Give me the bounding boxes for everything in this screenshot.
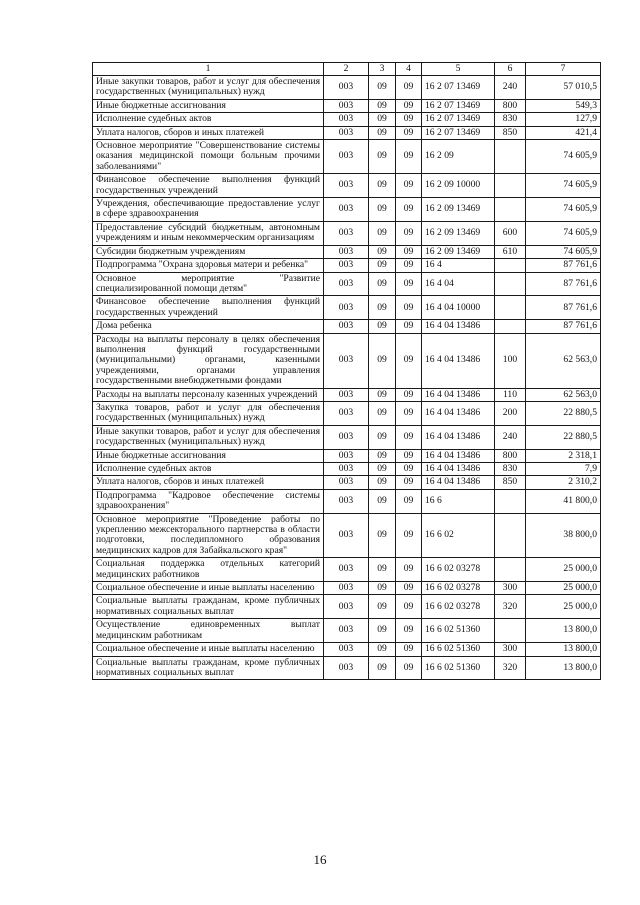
row-pr-cell: 09 bbox=[396, 425, 422, 449]
table-row bbox=[93, 221, 601, 245]
row-name-cell: Основное мероприятие "Развитие специализированной помощи детям" bbox=[93, 272, 324, 296]
row-pr-cell: 09 bbox=[396, 113, 422, 126]
row-vr-cell: 850 bbox=[495, 126, 526, 139]
row-vr-cell: 240 bbox=[495, 76, 526, 100]
row-rz-cell: 09 bbox=[369, 259, 396, 272]
row-ved-cell: 003 bbox=[324, 245, 369, 258]
budget-table bbox=[92, 62, 601, 680]
row-csr-cell: 16 2 07 13469 bbox=[422, 113, 495, 126]
row-ved-cell: 003 bbox=[324, 174, 369, 198]
row-ved-cell: 003 bbox=[324, 463, 369, 476]
row-name-cell: Дома ребенка bbox=[93, 320, 324, 333]
row-vr-cell: 850 bbox=[495, 476, 526, 489]
row-ved-cell: 003 bbox=[324, 619, 369, 643]
row-sum-cell: 74 605,9 bbox=[526, 174, 601, 198]
row-csr-cell: 16 4 04 13486 bbox=[422, 425, 495, 449]
row-ved-cell: 003 bbox=[324, 113, 369, 126]
row-vr-cell bbox=[495, 272, 526, 296]
row-name-cell: Социальные выплаты гражданам, кроме публичных нормативных социальных выплат bbox=[93, 595, 324, 619]
table-row bbox=[93, 401, 601, 425]
row-rz-cell: 09 bbox=[369, 595, 396, 619]
row-pr-cell: 09 bbox=[396, 463, 422, 476]
row-csr-cell: 16 2 07 13469 bbox=[422, 76, 495, 100]
row-vr-cell: 600 bbox=[495, 221, 526, 245]
row-pr-cell: 09 bbox=[396, 388, 422, 401]
table-body bbox=[93, 76, 601, 680]
row-ved-cell: 003 bbox=[324, 595, 369, 619]
row-name-cell: Основное мероприятие "Совершенствование системы оказания медицинской помощи больным прочими заболеваниями" bbox=[93, 140, 324, 174]
row-name-cell: Подпрограмма "Охрана здоровья матери и ребенка" bbox=[93, 259, 324, 272]
row-sum-cell: 62 563,0 bbox=[526, 388, 601, 401]
row-name-cell: Иные бюджетные ассигнования bbox=[93, 449, 324, 462]
row-ved-cell: 003 bbox=[324, 643, 369, 656]
header-cell-name: 1 bbox=[93, 63, 324, 76]
row-pr-cell: 09 bbox=[396, 272, 422, 296]
row-pr-cell: 09 bbox=[396, 320, 422, 333]
row-vr-cell: 110 bbox=[495, 388, 526, 401]
row-sum-cell: 25 000,0 bbox=[526, 582, 601, 595]
row-name-cell: Исполнение судебных актов bbox=[93, 113, 324, 126]
row-sum-cell: 13 800,0 bbox=[526, 619, 601, 643]
row-csr-cell: 16 2 09 13469 bbox=[422, 198, 495, 222]
row-csr-cell: 16 4 04 13486 bbox=[422, 401, 495, 425]
table-row bbox=[93, 259, 601, 272]
row-ved-cell: 003 bbox=[324, 656, 369, 680]
row-name-cell: Предоставление субсидий бюджетным, автономным учреждениям и иным некоммерческим организациям bbox=[93, 221, 324, 245]
row-sum-cell: 62 563,0 bbox=[526, 333, 601, 388]
header-cell-pr: 4 bbox=[396, 63, 422, 76]
row-ved-cell: 003 bbox=[324, 425, 369, 449]
row-vr-cell: 320 bbox=[495, 595, 526, 619]
row-vr-cell: 100 bbox=[495, 333, 526, 388]
row-sum-cell: 7,9 bbox=[526, 463, 601, 476]
table-row bbox=[93, 296, 601, 320]
row-ved-cell: 003 bbox=[324, 198, 369, 222]
row-sum-cell: 549,3 bbox=[526, 99, 601, 112]
row-ved-cell: 003 bbox=[324, 259, 369, 272]
page-number: 16 bbox=[313, 852, 327, 867]
row-pr-cell: 09 bbox=[396, 489, 422, 513]
row-vr-cell: 800 bbox=[495, 99, 526, 112]
row-ved-cell: 003 bbox=[324, 99, 369, 112]
row-name-cell: Расходы на выплаты персоналу в целях обеспечения выполнения функций государственными (муниципальными) органами, казенными учреждениями, органами управления государственными внебюджетными фондами bbox=[93, 333, 324, 388]
row-pr-cell: 09 bbox=[396, 140, 422, 174]
row-csr-cell: 16 6 02 51360 bbox=[422, 619, 495, 643]
header-cell-sum: 7 bbox=[526, 63, 601, 76]
row-csr-cell: 16 4 04 13486 bbox=[422, 463, 495, 476]
table-row bbox=[93, 595, 601, 619]
row-ved-cell: 003 bbox=[324, 449, 369, 462]
row-sum-cell: 41 800,0 bbox=[526, 489, 601, 513]
row-vr-cell: 800 bbox=[495, 449, 526, 462]
row-pr-cell: 09 bbox=[396, 99, 422, 112]
row-name-cell: Субсидии бюджетным учреждениям bbox=[93, 245, 324, 258]
row-sum-cell: 2 318,1 bbox=[526, 449, 601, 462]
row-csr-cell: 16 4 04 10000 bbox=[422, 296, 495, 320]
row-csr-cell: 16 6 02 bbox=[422, 513, 495, 558]
row-csr-cell: 16 4 04 13486 bbox=[422, 388, 495, 401]
row-pr-cell: 09 bbox=[396, 333, 422, 388]
row-rz-cell: 09 bbox=[369, 333, 396, 388]
row-ved-cell: 003 bbox=[324, 76, 369, 100]
row-sum-cell: 87 761,6 bbox=[526, 320, 601, 333]
row-sum-cell: 57 010,5 bbox=[526, 76, 601, 100]
table-header bbox=[93, 63, 601, 76]
row-pr-cell: 09 bbox=[396, 619, 422, 643]
row-rz-cell: 09 bbox=[369, 558, 396, 582]
row-sum-cell: 25 000,0 bbox=[526, 595, 601, 619]
table-row bbox=[93, 619, 601, 643]
row-vr-cell: 320 bbox=[495, 656, 526, 680]
row-sum-cell: 87 761,6 bbox=[526, 259, 601, 272]
table-row bbox=[93, 425, 601, 449]
row-sum-cell: 87 761,6 bbox=[526, 272, 601, 296]
row-sum-cell: 74 605,9 bbox=[526, 221, 601, 245]
row-pr-cell: 09 bbox=[396, 513, 422, 558]
row-name-cell: Иные закупки товаров, работ и услуг для обеспечения государственных (муниципальных) нужд bbox=[93, 425, 324, 449]
table-row bbox=[93, 449, 601, 462]
row-csr-cell: 16 4 bbox=[422, 259, 495, 272]
row-vr-cell bbox=[495, 296, 526, 320]
row-csr-cell: 16 6 bbox=[422, 489, 495, 513]
row-vr-cell: 200 bbox=[495, 401, 526, 425]
row-ved-cell: 003 bbox=[324, 126, 369, 139]
row-pr-cell: 09 bbox=[396, 259, 422, 272]
row-rz-cell: 09 bbox=[369, 272, 396, 296]
row-csr-cell: 16 6 02 03278 bbox=[422, 558, 495, 582]
row-sum-cell: 421,4 bbox=[526, 126, 601, 139]
row-csr-cell: 16 2 09 13469 bbox=[422, 245, 495, 258]
row-pr-cell: 09 bbox=[396, 126, 422, 139]
row-csr-cell: 16 4 04 13486 bbox=[422, 449, 495, 462]
row-rz-cell: 09 bbox=[369, 174, 396, 198]
row-name-cell: Уплата налогов, сборов и иных платежей bbox=[93, 476, 324, 489]
row-vr-cell: 240 bbox=[495, 425, 526, 449]
row-ved-cell: 003 bbox=[324, 489, 369, 513]
row-rz-cell: 09 bbox=[369, 76, 396, 100]
row-csr-cell: 16 4 04 13486 bbox=[422, 320, 495, 333]
row-pr-cell: 09 bbox=[396, 401, 422, 425]
table-row bbox=[93, 463, 601, 476]
row-rz-cell: 09 bbox=[369, 476, 396, 489]
header-cell-vr: 6 bbox=[495, 63, 526, 76]
row-rz-cell: 09 bbox=[369, 198, 396, 222]
row-csr-cell: 16 6 02 51360 bbox=[422, 643, 495, 656]
row-csr-cell: 16 4 04 13486 bbox=[422, 476, 495, 489]
row-name-cell: Исполнение судебных актов bbox=[93, 463, 324, 476]
row-rz-cell: 09 bbox=[369, 449, 396, 462]
row-csr-cell: 16 2 09 bbox=[422, 140, 495, 174]
row-ved-cell: 003 bbox=[324, 296, 369, 320]
row-vr-cell bbox=[495, 513, 526, 558]
row-csr-cell: 16 2 09 13469 bbox=[422, 221, 495, 245]
row-name-cell: Подпрограмма "Кадровое обеспечение системы здравоохранения" bbox=[93, 489, 324, 513]
row-name-cell: Осуществление единовременных выплат медицинским работникам bbox=[93, 619, 324, 643]
row-ved-cell: 003 bbox=[324, 320, 369, 333]
row-pr-cell: 09 bbox=[396, 245, 422, 258]
table-row bbox=[93, 320, 601, 333]
table-row bbox=[93, 333, 601, 388]
row-pr-cell: 09 bbox=[396, 76, 422, 100]
table-row bbox=[93, 388, 601, 401]
row-rz-cell: 09 bbox=[369, 582, 396, 595]
row-rz-cell: 09 bbox=[369, 245, 396, 258]
row-rz-cell: 09 bbox=[369, 296, 396, 320]
row-pr-cell: 09 bbox=[396, 221, 422, 245]
row-ved-cell: 003 bbox=[324, 140, 369, 174]
row-csr-cell: 16 6 02 51360 bbox=[422, 656, 495, 680]
row-vr-cell bbox=[495, 489, 526, 513]
row-pr-cell: 09 bbox=[396, 449, 422, 462]
table-row bbox=[93, 126, 601, 139]
row-sum-cell: 2 310,2 bbox=[526, 476, 601, 489]
row-sum-cell: 22 880,5 bbox=[526, 425, 601, 449]
table-row bbox=[93, 174, 601, 198]
table-row bbox=[93, 476, 601, 489]
row-ved-cell: 003 bbox=[324, 513, 369, 558]
row-rz-cell: 09 bbox=[369, 619, 396, 643]
row-pr-cell: 09 bbox=[396, 296, 422, 320]
row-ved-cell: 003 bbox=[324, 388, 369, 401]
table-row bbox=[93, 245, 601, 258]
row-name-cell: Учреждения, обеспечивающие предоставление услуг в сфере здравоохранения bbox=[93, 198, 324, 222]
row-sum-cell: 127,9 bbox=[526, 113, 601, 126]
row-vr-cell: 610 bbox=[495, 245, 526, 258]
row-name-cell: Социальное обеспечение и иные выплаты населению bbox=[93, 643, 324, 656]
row-sum-cell: 87 761,6 bbox=[526, 296, 601, 320]
row-vr-cell: 830 bbox=[495, 113, 526, 126]
row-vr-cell bbox=[495, 198, 526, 222]
row-pr-cell: 09 bbox=[396, 595, 422, 619]
row-rz-cell: 09 bbox=[369, 656, 396, 680]
row-ved-cell: 003 bbox=[324, 401, 369, 425]
row-name-cell: Иные бюджетные ассигнования bbox=[93, 99, 324, 112]
row-rz-cell: 09 bbox=[369, 489, 396, 513]
header-cell-csr: 5 bbox=[422, 63, 495, 76]
row-ved-cell: 003 bbox=[324, 582, 369, 595]
row-pr-cell: 09 bbox=[396, 174, 422, 198]
row-rz-cell: 09 bbox=[369, 643, 396, 656]
row-rz-cell: 09 bbox=[369, 126, 396, 139]
row-name-cell: Социальное обеспечение и иные выплаты населению bbox=[93, 582, 324, 595]
row-name-cell: Расходы на выплаты персоналу казенных учреждений bbox=[93, 388, 324, 401]
table-row bbox=[93, 76, 601, 100]
row-ved-cell: 003 bbox=[324, 221, 369, 245]
row-csr-cell: 16 2 07 13469 bbox=[422, 126, 495, 139]
row-pr-cell: 09 bbox=[396, 582, 422, 595]
row-name-cell: Финансовое обеспечение выполнения функций государственных учреждений bbox=[93, 296, 324, 320]
row-vr-cell: 300 bbox=[495, 582, 526, 595]
row-rz-cell: 09 bbox=[369, 401, 396, 425]
table-row bbox=[93, 643, 601, 656]
row-ved-cell: 003 bbox=[324, 333, 369, 388]
row-pr-cell: 09 bbox=[396, 198, 422, 222]
row-vr-cell bbox=[495, 259, 526, 272]
row-sum-cell: 13 800,0 bbox=[526, 656, 601, 680]
row-name-cell: Основное мероприятие "Проведение работы по укреплению межсекторального партнерства в области подготовки, последипломного образования медицинских кадров для Забайкальского края" bbox=[93, 513, 324, 558]
table-row bbox=[93, 272, 601, 296]
row-csr-cell: 16 4 04 bbox=[422, 272, 495, 296]
row-pr-cell: 09 bbox=[396, 643, 422, 656]
row-sum-cell: 74 605,9 bbox=[526, 140, 601, 174]
row-csr-cell: 16 6 02 03278 bbox=[422, 595, 495, 619]
row-sum-cell: 74 605,9 bbox=[526, 245, 601, 258]
row-rz-cell: 09 bbox=[369, 425, 396, 449]
row-rz-cell: 09 bbox=[369, 388, 396, 401]
row-vr-cell: 830 bbox=[495, 463, 526, 476]
table-row bbox=[93, 558, 601, 582]
row-name-cell: Социальная поддержка отдельных категорий медицинских работников bbox=[93, 558, 324, 582]
row-rz-cell: 09 bbox=[369, 320, 396, 333]
header-row bbox=[93, 63, 601, 76]
row-sum-cell: 22 880,5 bbox=[526, 401, 601, 425]
row-vr-cell bbox=[495, 320, 526, 333]
row-rz-cell: 09 bbox=[369, 99, 396, 112]
row-vr-cell bbox=[495, 174, 526, 198]
row-rz-cell: 09 bbox=[369, 140, 396, 174]
row-pr-cell: 09 bbox=[396, 656, 422, 680]
table-row bbox=[93, 489, 601, 513]
row-vr-cell bbox=[495, 619, 526, 643]
row-sum-cell: 38 800,0 bbox=[526, 513, 601, 558]
table-row bbox=[93, 198, 601, 222]
row-vr-cell bbox=[495, 140, 526, 174]
header-cell-rz: 3 bbox=[369, 63, 396, 76]
table-row bbox=[93, 99, 601, 112]
row-name-cell: Иные закупки товаров, работ и услуг для обеспечения государственных (муниципальных) нужд bbox=[93, 76, 324, 100]
row-ved-cell: 003 bbox=[324, 272, 369, 296]
row-sum-cell: 25 000,0 bbox=[526, 558, 601, 582]
row-ved-cell: 003 bbox=[324, 476, 369, 489]
row-csr-cell: 16 6 02 03278 bbox=[422, 582, 495, 595]
row-vr-cell: 300 bbox=[495, 643, 526, 656]
row-ved-cell: 003 bbox=[324, 558, 369, 582]
row-csr-cell: 16 2 09 10000 bbox=[422, 174, 495, 198]
table-row bbox=[93, 582, 601, 595]
row-sum-cell: 74 605,9 bbox=[526, 198, 601, 222]
table-row bbox=[93, 113, 601, 126]
row-vr-cell bbox=[495, 558, 526, 582]
row-rz-cell: 09 bbox=[369, 221, 396, 245]
table-row bbox=[93, 656, 601, 680]
row-name-cell: Закупка товаров, работ и услуг для обеспечения государственных (муниципальных) нужд bbox=[93, 401, 324, 425]
row-name-cell: Социальные выплаты гражданам, кроме публичных нормативных социальных выплат bbox=[93, 656, 324, 680]
row-rz-cell: 09 bbox=[369, 113, 396, 126]
row-pr-cell: 09 bbox=[396, 476, 422, 489]
row-pr-cell: 09 bbox=[396, 558, 422, 582]
row-sum-cell: 13 800,0 bbox=[526, 643, 601, 656]
row-rz-cell: 09 bbox=[369, 463, 396, 476]
row-csr-cell: 16 4 04 13486 bbox=[422, 333, 495, 388]
header-cell-ved: 2 bbox=[324, 63, 369, 76]
table-row bbox=[93, 513, 601, 558]
row-name-cell: Финансовое обеспечение выполнения функций государственных учреждений bbox=[93, 174, 324, 198]
row-csr-cell: 16 2 07 13469 bbox=[422, 99, 495, 112]
row-name-cell: Уплата налогов, сборов и иных платежей bbox=[93, 126, 324, 139]
row-rz-cell: 09 bbox=[369, 513, 396, 558]
table-row bbox=[93, 140, 601, 174]
